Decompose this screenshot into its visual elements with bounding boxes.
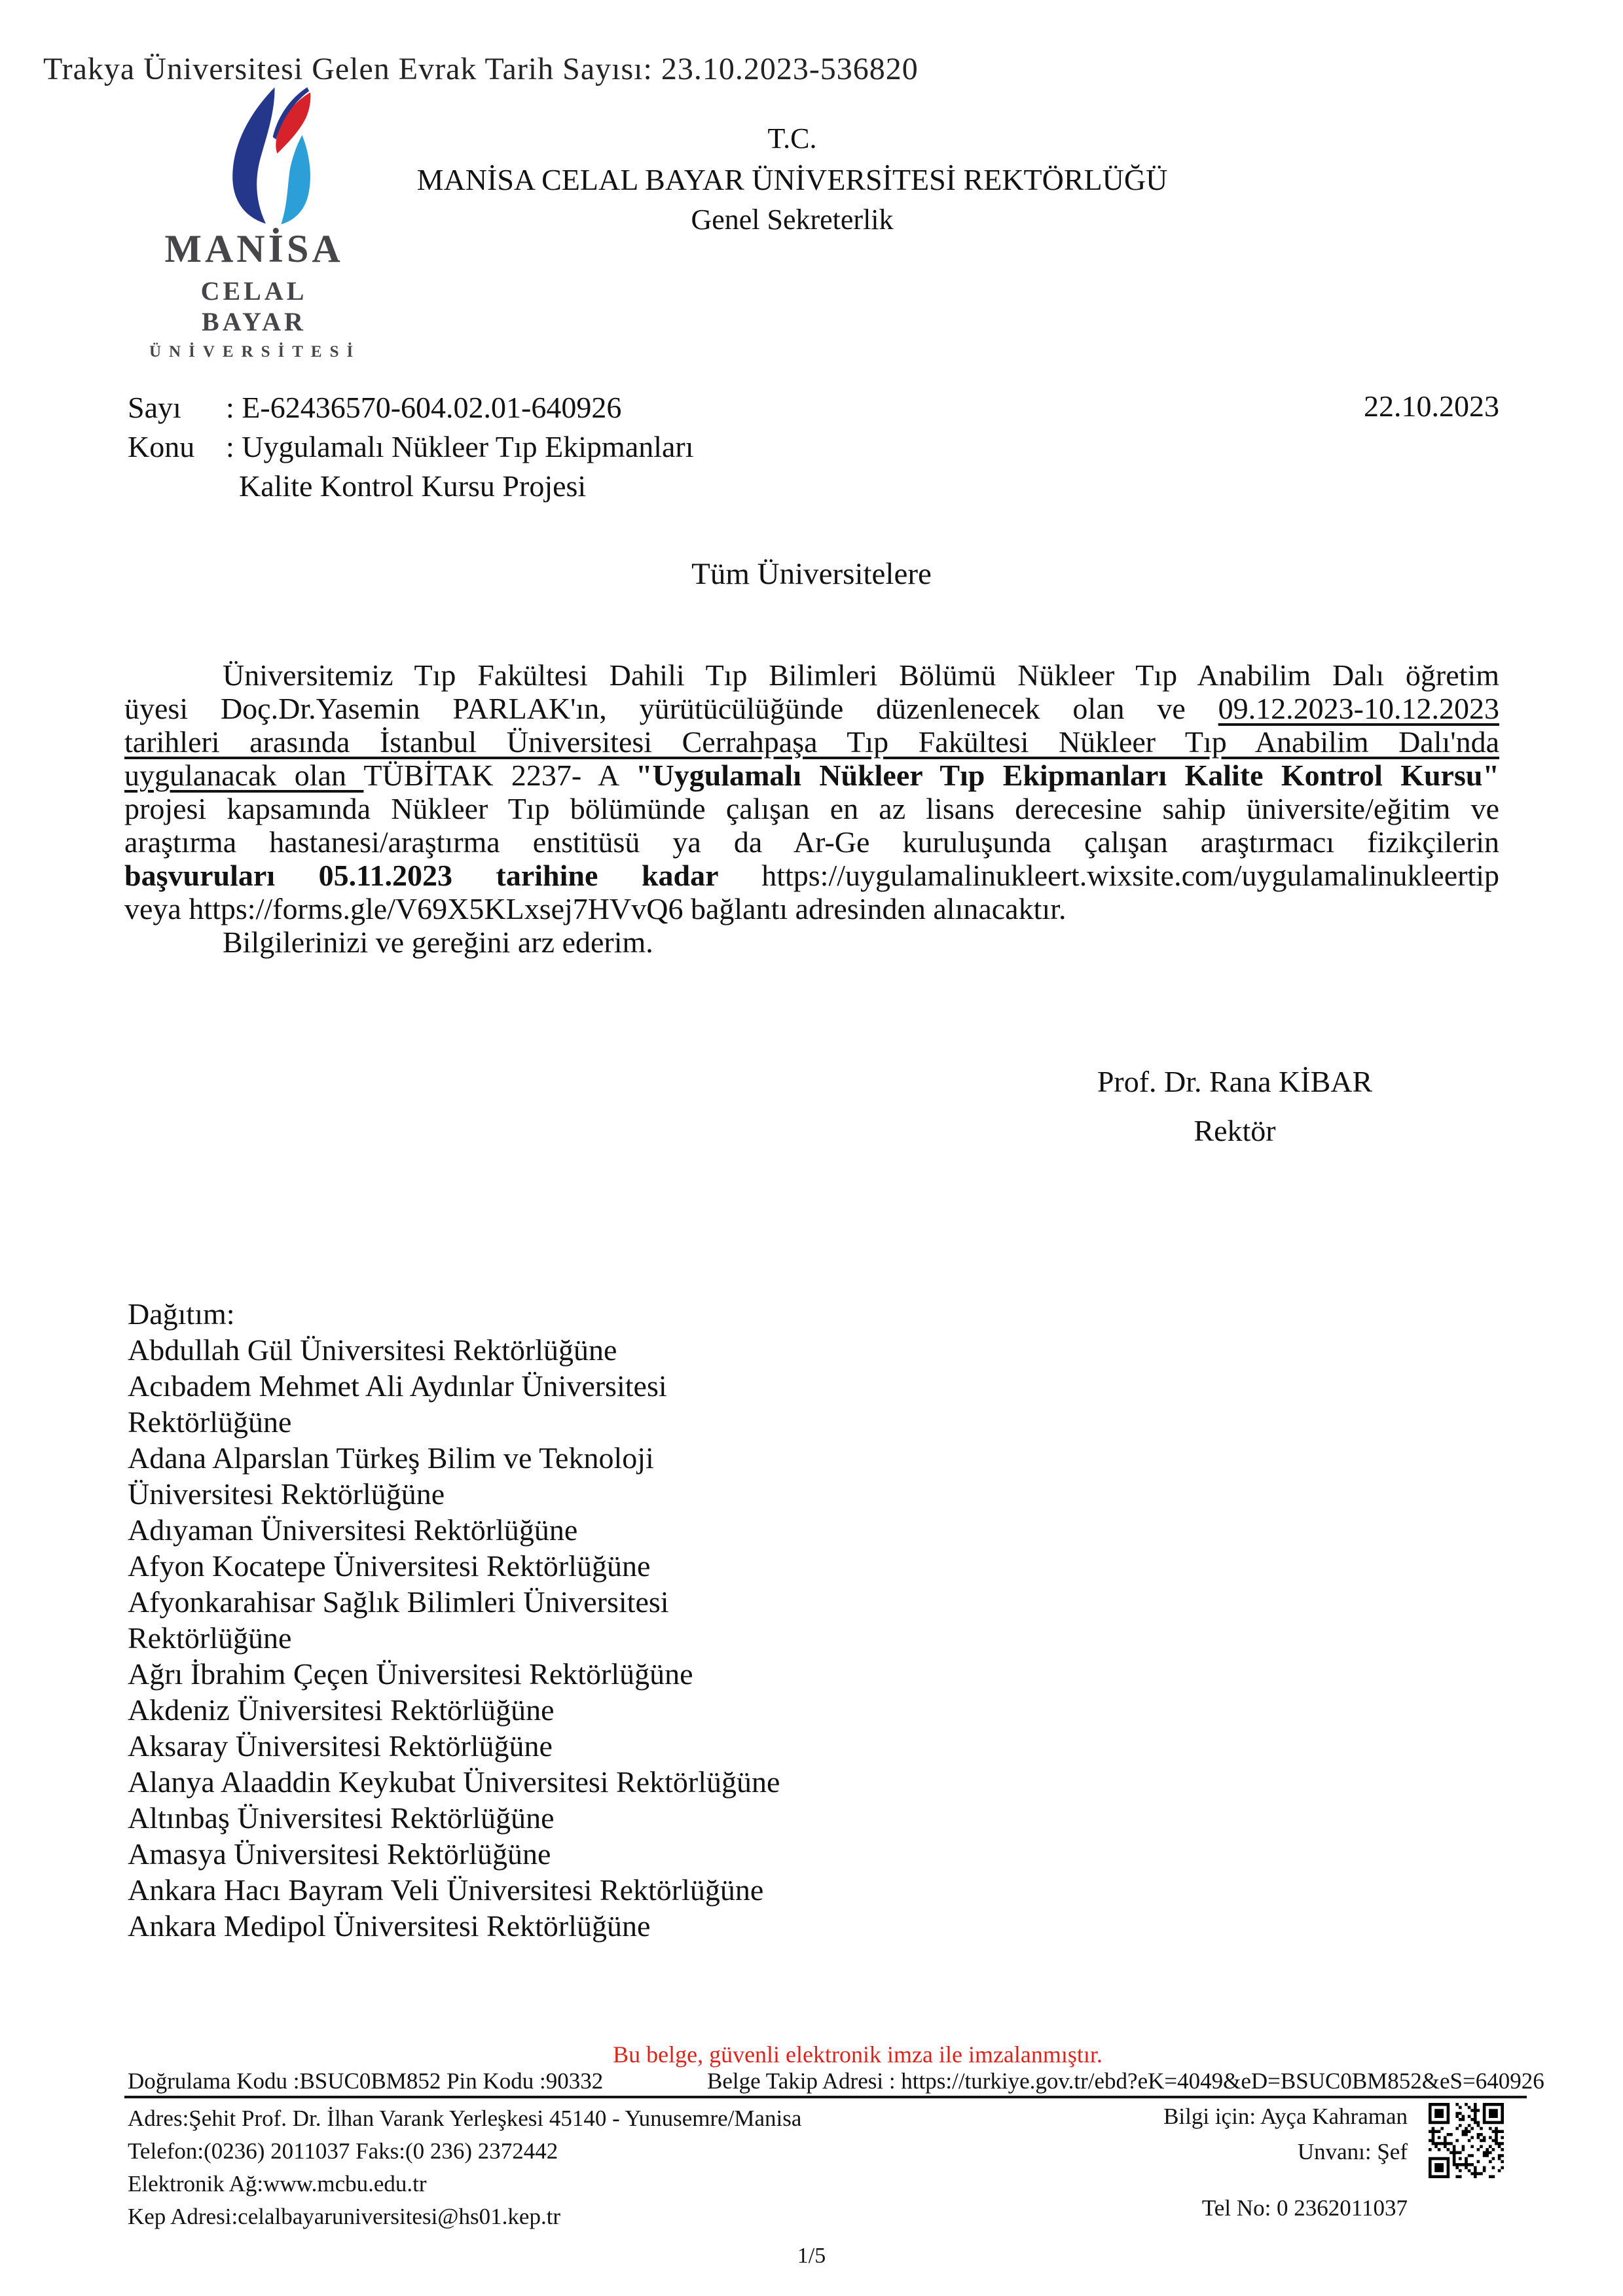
footer-kep: Kep Adresi:celalbayaruniversitesi@hs01.kep.tr [128,2204,561,2229]
body-line [124,825,1499,859]
distribution-item: Adana Alparslan Türkeş Bilim ve Teknoloji Üniversitesi Rektörlüğüne [128,1441,654,1511]
body-text-segment: uygulanacak olan [124,759,364,792]
logo-text-celal-bayar: CELAL BAYAR [200,276,308,336]
footer-web: Elektronik Ağ:www.mcbu.edu.tr [128,2171,427,2197]
body-line [124,725,1499,759]
document-date: 22.10.2023 [1364,389,1499,423]
distribution-item: Ankara Medipol Üniversitesi Rektörlüğüne [128,1909,651,1943]
footer-phone: Telefon:(0236) 2011037 Faks:(0 236) 2372442 [128,2138,558,2164]
body-line [124,859,1499,892]
body-line [124,658,1499,692]
body-text-segment: https://uygulamalinukleert.wixsite.com/uygulamalinukleertip [761,859,1499,892]
distribution-item: Altınbaş Üniversitesi Rektörlüğüne [128,1801,555,1835]
distribution-heading: Dağıtım: [128,1297,235,1331]
body-text-segment: tarihleri arasında İstanbul Üniversitesi Cerrahpaşa Tıp Fakültesi Nükleer Tıp Anabilim Dalı'nda [124,725,1499,759]
distribution-item: Akdeniz Üniversitesi Rektörlüğüne [128,1693,555,1727]
body-line [124,692,1499,725]
body-text-segment: Bilgilerinizi ve gereğini arz ederim. [223,925,653,959]
page-number: 1/5 [797,2244,826,2268]
distribution-item: Abdullah Gül Üniversitesi Rektörlüğüne [128,1333,617,1367]
distribution-item: Acıbadem Mehmet Ali Aydınlar Üniversitesi Rektörlüğüne [128,1369,667,1439]
tracking-address: Belge Takip Adresi : https://turkiye.gov.tr/ebd?eK=4049&eD=BSUC0BM852&eS=640926 [707,2068,1544,2094]
footer-divider [124,2096,1527,2098]
body-line [124,759,1499,792]
distribution-item: Ağrı İbrahim Çeçen Üniversitesi Rektörlüğüne [128,1657,693,1691]
konu-row [128,429,694,464]
recipient-line: Tüm Üniversitelere [691,557,932,591]
footer-contact-tel: Tel No: 0 2362011037 [1201,2195,1408,2221]
distribution-item: Alanya Alaaddin Keykubat Üniversitesi Rektörlüğüne [128,1765,780,1799]
signature-block [907,1064,1562,1148]
letterhead-department: Genel Sekreterlik [691,204,894,236]
body-text-segment: üyesi Doç.Dr.Yasemin PARLAK'ın, yürütücülüğünde düzenlenecek olan ve [124,692,1218,725]
body-line [124,892,1499,925]
body-text-segment: projesi kapsamında Nükleer Tıp bölümünde çalışan en az lisans derecesine sahip üniversite/eğitim ve [124,792,1499,825]
konu-label: Konu [128,430,195,463]
footer-address-block [128,2102,801,2233]
body-text-segment: TÜBİTAK 2237- A [363,759,636,792]
e-signature-notice: Bu belge, güvenli elektronik imza ile imzalanmıştır. [613,2041,1103,2068]
footer-contact-title: Unvanı: Şef [1297,2139,1408,2164]
signer-title: Rektör [1194,1114,1276,1147]
konu-row-line2: Kalite Kontrol Kursu Projesi [239,469,587,503]
distribution-item: Afyon Kocatepe Üniversitesi Rektörlüğüne [128,1549,651,1583]
konu-value: : Uygulamalı Nükleer Tıp Ekipmanları [226,430,694,463]
verification-code: Doğrulama Kodu :BSUC0BM852 Pin Kodu :90332 [128,2068,604,2094]
sayi-value: : E-62436570-604.02.01-640926 [226,391,622,424]
logo-text-manisa: MANİSA [164,227,344,270]
body-text-segment: araştırma hastanesi/araştırma enstitüsü ya da Ar-Ge kuruluşunda çalışan araştırmacı fizikçilerin [124,825,1499,859]
body-line [124,925,1499,959]
footer-contact-block [884,2104,1408,2221]
university-logo-wordmark [149,226,359,361]
distribution-list [128,1296,786,1944]
distribution-item: Afyonkarahisar Sağlık Bilimleri Üniversitesi Rektörlüğüne [128,1585,669,1655]
logo-text-universitesi: ÜNİVERSİTESİ [149,343,361,361]
body-text-segment: "Uygulamalı Nükleer Tıp Ekipmanları Kalite Kontrol Kursu" [635,759,1500,792]
body-line [124,792,1499,825]
qr-code [1429,2103,1504,2178]
body-text-segment: başvuruları 05.11.2023 tarihine kadar [124,859,762,892]
sayi-label: Sayı [128,391,181,424]
footer-address: Adres:Şehit Prof. Dr. İlhan Varank Yerleşkesi 45140 - Yunusemre/Manisa [128,2106,802,2131]
distribution-item: Ankara Hacı Bayram Veli Üniversitesi Rektörlüğüne [128,1873,764,1907]
body-text-segment: Üniversitemiz Tıp Fakültesi Dahili Tıp Bilimleri Bölümü Nükleer Tıp Anabilim Dalı öğretim [223,658,1499,692]
body-paragraph [124,658,1499,959]
signer-name: Prof. Dr. Rana KİBAR [1097,1065,1373,1098]
sayi-row [128,390,621,425]
distribution-item: Adıyaman Üniversitesi Rektörlüğüne [128,1513,578,1547]
body-text-segment: 09.12.2023-10.12.2023 [1218,692,1499,725]
body-text-segment: veya https://forms.gle/V69X5KLxsej7HVvQ6 bağlantı adresinden alınacaktır. [124,892,1067,925]
letterhead-tc: T.C. [767,122,817,154]
incoming-stamp: Trakya Üniversitesi Gelen Evrak Tarih Sayısı: 23.10.2023-536820 [43,52,919,86]
footer-contact-person: Bilgi için: Ayça Kahraman [1163,2104,1408,2129]
letterhead-institution: MANİSA CELAL BAYAR ÜNİVERSİTESİ REKTÖRLÜĞÜ [416,163,1168,196]
distribution-item: Aksaray Üniversitesi Rektörlüğüne [128,1729,553,1763]
distribution-item: Amasya Üniversitesi Rektörlüğüne [128,1837,551,1871]
